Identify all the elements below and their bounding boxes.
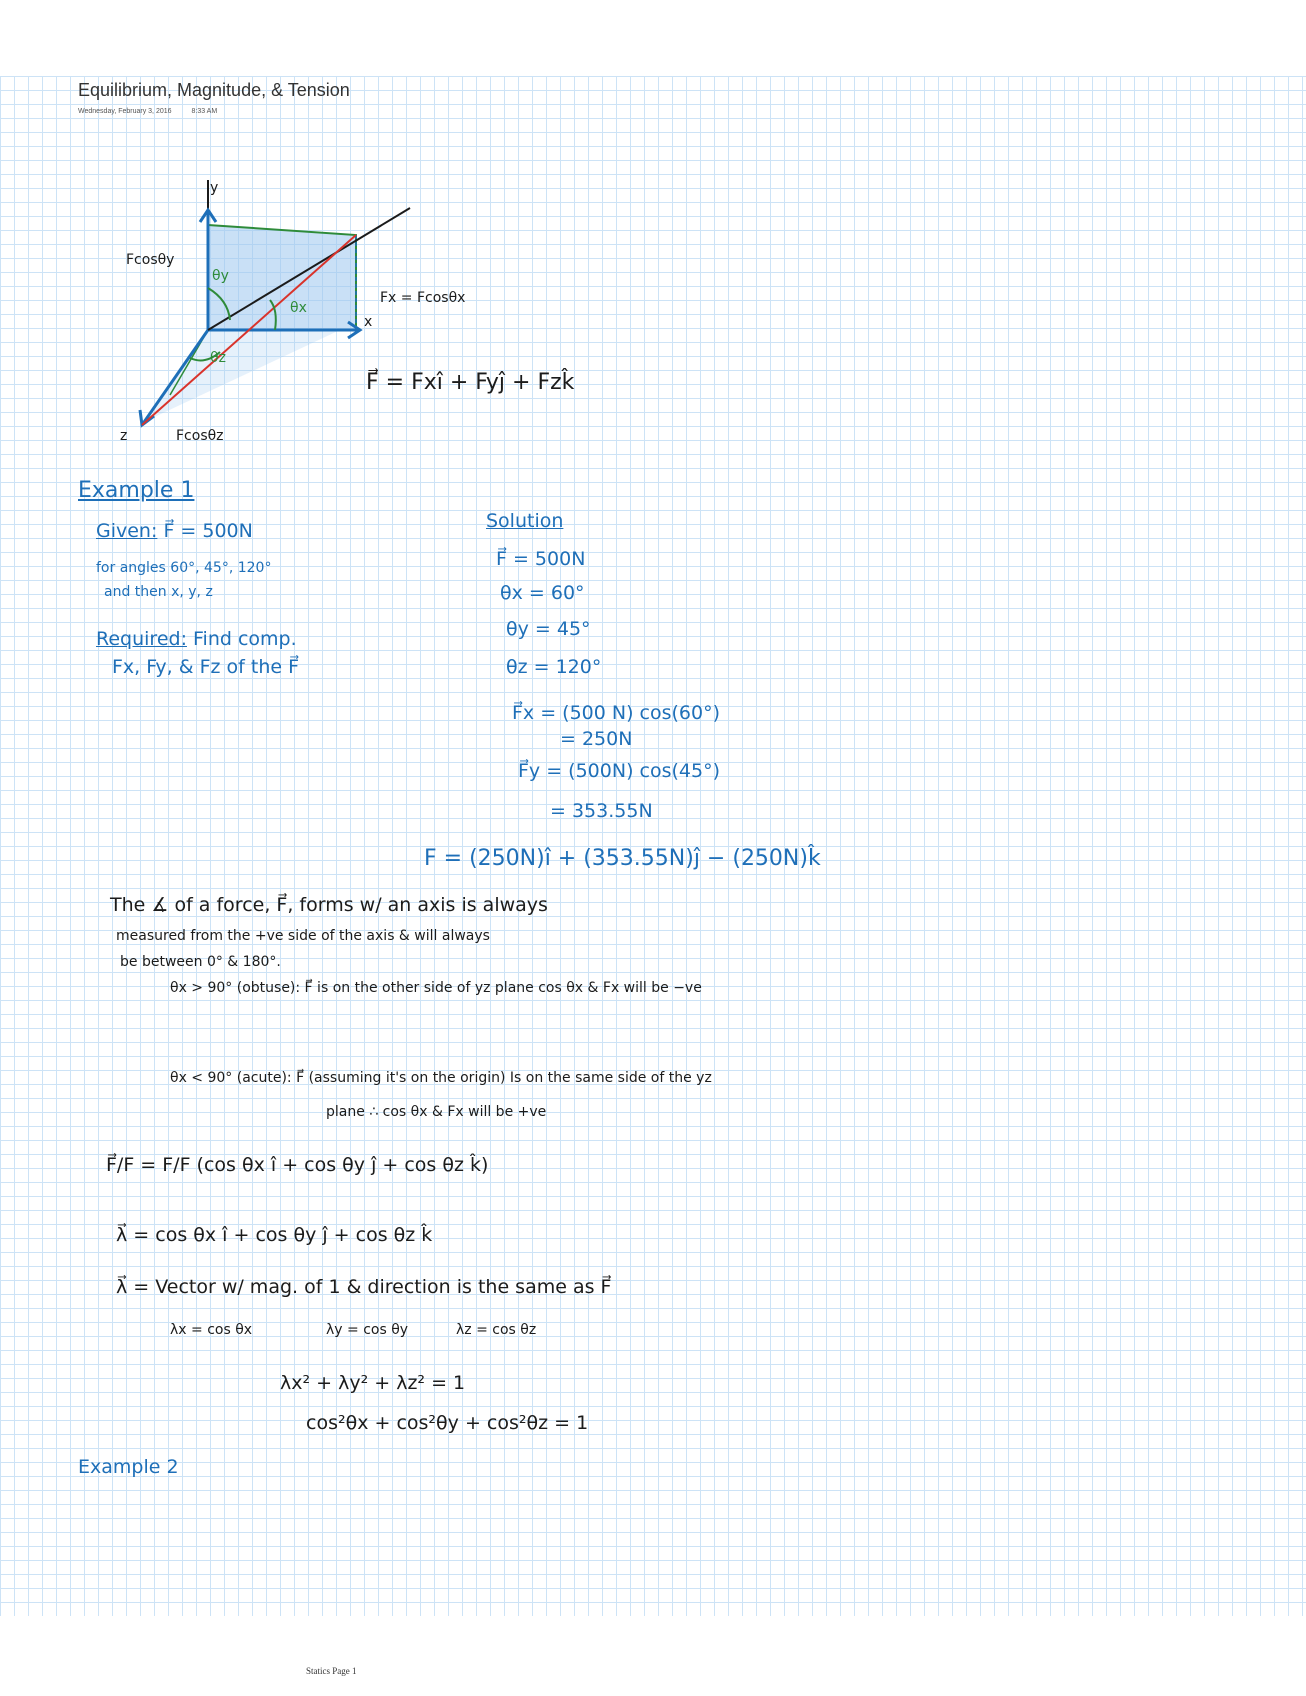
required-label: Required: [96,628,187,650]
given-line2: for angles 60°, 45°, 120° [96,560,272,576]
given-value: F⃗ = 500N [163,520,253,542]
solution-line-5: F⃗x = (500 N) cos(60°) [512,702,721,724]
axis-x-label: x [364,314,373,330]
note-line-7: F⃗/F = F/F (cos θx î + cos θy ĵ + cos θz k̂) [106,1154,489,1176]
note-line-1: The ∡ of a force, F⃗, forms w/ an axis is always [110,894,548,916]
note-line-6: plane ∴ cos θx & Fx will be +ve [326,1104,547,1120]
solution-line-4: θz = 120° [506,656,602,678]
solution-line-3: θy = 45° [506,618,591,640]
axis-z-label: z [120,428,128,444]
note-line-12: λz = cos θz [456,1322,537,1338]
page-title: Equilibrium, Magnitude, & Tension [78,80,350,100]
required-block [96,628,297,650]
label-fcos-z: Fcosθz [176,428,224,444]
note-line-13: λx² + λy² + λz² = 1 [280,1372,466,1394]
axis-y-label: y [210,180,219,196]
page-date: Wednesday, February 3, 2016 [78,108,172,115]
note-line-5: θx < 90° (acute): F⃗ (assuming it's on the origin) Is on the same side of the yz [170,1070,712,1086]
solution-line-7: F⃗y = (500N) cos(45°) [518,760,720,782]
given-block [96,520,253,542]
note-line-4: θx > 90° (obtuse): F⃗ is on the other side of yz plane cos θx & Fx will be −ve [170,980,702,996]
date-line [78,108,235,115]
force-diagram [110,180,450,460]
page-footer: Statics Page 1 [306,1666,357,1676]
given-label: Given: [96,520,158,542]
note-line-2: measured from the +ve side of the axis & will always [116,928,490,944]
given-line3: and then x, y, z [104,584,213,600]
page-time: 8:33 AM [191,108,218,115]
yx-plane-shade [208,225,356,330]
vector-equation: F⃗ = Fxî + Fyĵ + Fzk̂ [366,370,575,395]
solution-label: Solution [486,510,564,532]
solution-line-6: = 250N [560,728,633,750]
result-equation: F = (250N)î + (353.55N)ĵ − (250N)k̂ [424,846,821,871]
example2-heading: Example 2 [78,1456,179,1478]
label-fcos-y: Fcosθy [126,252,175,268]
solution-line-2: θx = 60° [500,582,585,604]
note-line-9: λ⃗ = Vector w/ mag. of 1 & direction is the same as F⃗ [116,1276,612,1298]
solution-line-8: = 353.55N [550,800,653,822]
label-theta-x: θx [290,300,307,316]
required-line2: Fx, Fy, & Fz of the F⃗ [112,656,300,678]
xz-plane-shade [148,330,356,420]
label-theta-y: θy [212,268,229,284]
required-text: Find comp. [193,628,297,650]
label-fx: Fx = Fcosθx [380,290,466,306]
note-line-11: λy = cos θy [326,1322,409,1338]
note-line-14: cos²θx + cos²θy + cos²θz = 1 [306,1412,589,1434]
note-line-10: λx = cos θx [170,1322,253,1338]
note-line-3: be between 0° & 180°. [120,954,281,970]
label-theta-z: θz [210,350,226,366]
note-line-8: λ⃗ = cos θx î + cos θy ĵ + cos θz k̂ [116,1224,433,1246]
example1-heading: Example 1 [78,478,195,503]
solution-line-1: F⃗ = 500N [496,548,586,570]
